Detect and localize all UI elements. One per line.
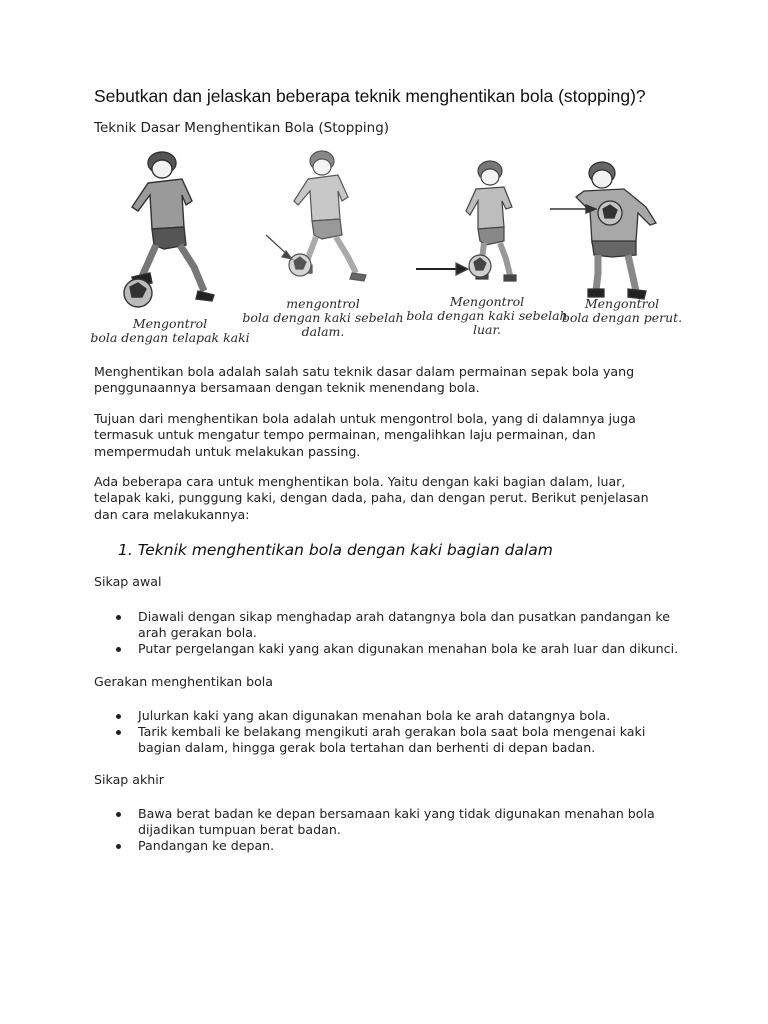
- list-sikap-awal: [94, 609, 684, 658]
- bullet-icon: [116, 844, 121, 849]
- group-label-sikap-akhir: Sikap akhir: [94, 772, 164, 787]
- caption-line: bola dengan kaki sebelah: [406, 308, 568, 323]
- caption-line: Mengontrol: [584, 296, 660, 311]
- list-item-text: Putar pergelangan kaki yang akan digunakan menahan bola ke arah luar dan dikunci.: [138, 641, 679, 657]
- group-label-sikap-awal: Sikap awal: [94, 574, 162, 589]
- caption-line: bola dengan telapak kaki: [90, 330, 250, 345]
- question-title: Sebutkan dan jelaskan beberapa teknik menghentikan bola (stopping)?: [94, 86, 646, 106]
- bullet-icon: [116, 714, 121, 719]
- caption-inside-foot: [238, 297, 408, 339]
- list-item: [94, 724, 684, 756]
- caption-outside-foot: [402, 295, 572, 337]
- caption-line: mengontrol: [286, 296, 360, 311]
- list-item-text: Julurkan kaki yang akan digunakan menahan bola ke arah datangnya bola.: [138, 708, 611, 723]
- caption-line: bola dengan kaki sebelah: [242, 310, 404, 325]
- list-item-text: Tarik kembali ke belakang mengikuti arah gerakan bola saat bola mengenai kaki bagian dalam, hingga gerak bola tertahan dan berhenti di depan badan.: [138, 724, 646, 756]
- paragraph-purpose: Tujuan dari menghentikan bola adalah untuk mengontrol bola, yang di dalamnya juga termasuk untuk mengatur tempo permainan, mengalihkan laju permainan, dan mempermudah untuk melakukan passing.: [94, 411, 636, 459]
- caption-line: dalam.: [301, 324, 345, 339]
- bullet-icon: [116, 647, 121, 652]
- caption-line: luar.: [472, 322, 502, 337]
- player-stomach-control: [550, 162, 656, 299]
- paragraph-methods: Ada beberapa cara untuk menghentikan bola. Yaitu dengan kaki bagian dalam, luar, telapak kaki, punggung kaki, dengan dada, paha, dan dengan perut. Berikut penjelasan dan cara melakukannya:: [94, 474, 649, 522]
- list-item: [94, 838, 684, 854]
- section-heading: 1. Teknik menghentikan bola dengan kaki bagian dalam: [118, 541, 553, 559]
- stopping-technique-illustration: [90, 145, 690, 360]
- caption-line: Mengontrol: [132, 316, 208, 331]
- list-item-text: Bawa berat badan ke depan bersamaan kaki yang tidak digunakan menahan bola dijadikan tumpuan berat badan.: [138, 806, 655, 838]
- caption-sole: [90, 317, 250, 345]
- bullet-icon: [116, 615, 121, 620]
- player-inside-foot-control: [266, 151, 366, 281]
- list-item: [94, 806, 684, 838]
- player-sole-control: [124, 152, 214, 307]
- list-item: [94, 708, 684, 724]
- list-item: [94, 641, 684, 657]
- caption-line: Mengontrol: [449, 294, 525, 309]
- group-label-gerakan: Gerakan menghentikan bola: [94, 674, 274, 689]
- caption-stomach: [554, 297, 690, 325]
- list-item-text: Pandangan ke depan.: [138, 838, 275, 854]
- figure-subtitle: Teknik Dasar Menghentikan Bola (Stopping): [94, 120, 390, 136]
- caption-line: bola dengan perut.: [561, 310, 683, 325]
- bullet-icon: [116, 730, 121, 735]
- list-item: [94, 609, 684, 641]
- list-item-text: Diawali dengan sikap menghadap arah datangnya bola dan pusatkan pandangan ke arah gerakan bola.: [138, 609, 670, 641]
- player-outside-foot-control: [416, 161, 516, 281]
- paragraph-definition: Menghentikan bola adalah salah satu teknik dasar dalam permainan sepak bola yang penggunaannya bersamaan dengan teknik menendang bola.: [94, 364, 635, 396]
- list-sikap-akhir: [94, 806, 684, 855]
- bullet-icon: [116, 812, 121, 817]
- list-gerakan: [94, 708, 684, 757]
